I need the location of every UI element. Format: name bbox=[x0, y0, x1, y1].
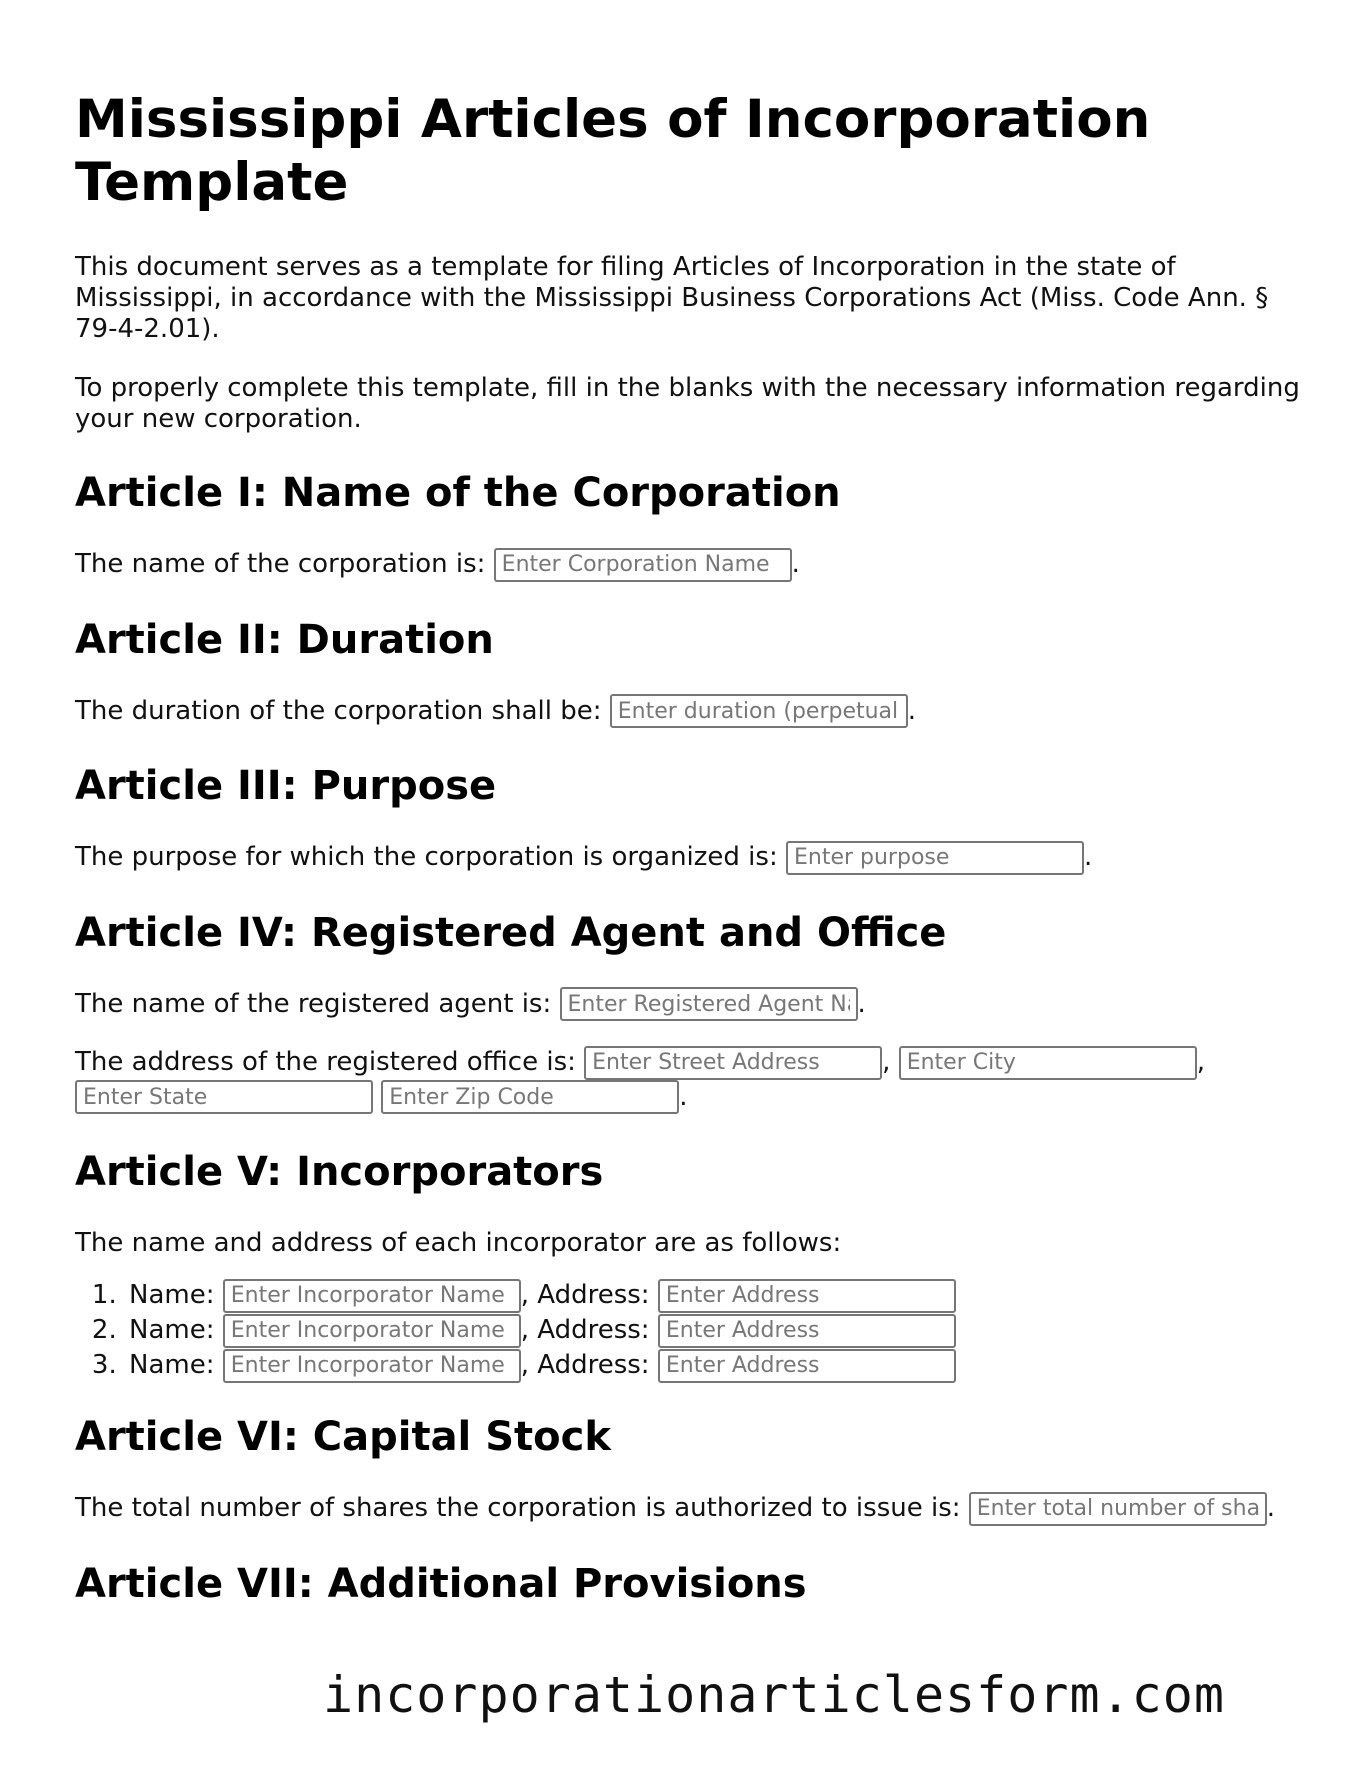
article-1-line bbox=[75, 547, 1305, 582]
incorporator-name-label: Name: bbox=[129, 1350, 215, 1380]
site-watermark: incorporationarticlesform.com bbox=[323, 1666, 1225, 1724]
article-3-heading: Article III: Purpose bbox=[75, 763, 497, 809]
article-1-label: The name of the corporation is: bbox=[75, 549, 486, 579]
list-item bbox=[125, 1278, 1305, 1313]
period: . bbox=[679, 1081, 688, 1112]
intro-paragraph-1: This document serves as a template for filing Articles of Incorporation in the state of Mississippi, in accordance with the Mississippi Business Corporations Act (Miss. Code Ann. § 79-4-2.01). bbox=[75, 252, 1269, 344]
page-title: Mississippi Articles of Incorporation Template bbox=[75, 89, 1151, 213]
article-6-heading: Article VI: Capital Stock bbox=[75, 1414, 611, 1460]
zip-code-input[interactable] bbox=[381, 1080, 679, 1114]
incorporator-3-address-input[interactable] bbox=[658, 1349, 956, 1383]
corporation-name-input[interactable] bbox=[494, 548, 792, 582]
article-5-heading: Article V: Incorporators bbox=[75, 1149, 604, 1195]
period: . bbox=[857, 988, 866, 1019]
total-shares-input[interactable] bbox=[969, 1492, 1267, 1526]
incorporators-list bbox=[75, 1278, 1305, 1383]
registered-agent-input[interactable] bbox=[560, 987, 858, 1021]
article-4-heading: Article IV: Registered Agent and Office bbox=[75, 909, 947, 956]
document-page bbox=[75, 88, 1305, 1638]
incorporator-name-label: Name: bbox=[129, 1315, 215, 1345]
article-7-heading: Article VII: Additional Provisions bbox=[75, 1560, 807, 1607]
incorporator-name-label: Name: bbox=[129, 1280, 215, 1310]
period: . bbox=[791, 549, 800, 579]
period: . bbox=[907, 695, 917, 726]
comma: , bbox=[882, 1047, 891, 1077]
incorporator-1-address-input[interactable] bbox=[658, 1279, 956, 1313]
incorporator-2-name-input[interactable] bbox=[223, 1314, 521, 1348]
article-6-label: The total number of shares the corporation is authorized to issue is: bbox=[75, 1493, 961, 1523]
state-input[interactable] bbox=[75, 1080, 373, 1114]
incorporator-address-label: , Address: bbox=[520, 1315, 650, 1345]
incorporator-address-label: , Address: bbox=[520, 1280, 650, 1310]
registered-office-label: The address of the registered office is: bbox=[75, 1047, 576, 1077]
article-3-line bbox=[75, 840, 1305, 875]
article-2-line bbox=[75, 694, 1305, 729]
city-input[interactable] bbox=[899, 1046, 1197, 1080]
comma: , bbox=[1196, 1047, 1205, 1077]
street-address-input[interactable] bbox=[584, 1046, 882, 1080]
list-item bbox=[125, 1313, 1305, 1348]
registered-office-line bbox=[75, 1045, 1305, 1114]
article-2-heading: Article II: Duration bbox=[75, 616, 494, 663]
list-item bbox=[125, 1348, 1305, 1383]
incorporator-address-label: , Address: bbox=[520, 1350, 650, 1380]
incorporator-1-name-input[interactable] bbox=[223, 1279, 521, 1313]
incorporator-3-name-input[interactable] bbox=[223, 1349, 521, 1383]
incorporators-intro: The name and address of each incorporator are as follows: bbox=[75, 1228, 842, 1258]
article-6-line bbox=[75, 1491, 1305, 1526]
incorporator-2-address-input[interactable] bbox=[658, 1314, 956, 1348]
period: . bbox=[1266, 1493, 1276, 1523]
period: . bbox=[1083, 842, 1093, 872]
article-2-label: The duration of the corporation shall be: bbox=[75, 695, 602, 726]
duration-input[interactable] bbox=[610, 694, 908, 728]
article-3-label: The purpose for which the corporation is organized is: bbox=[75, 842, 778, 872]
article-1-heading: Article I: Name of the Corporation bbox=[75, 470, 841, 516]
purpose-input[interactable] bbox=[786, 841, 1084, 875]
registered-agent-label: The name of the registered agent is: bbox=[75, 988, 552, 1019]
registered-agent-line bbox=[75, 987, 1305, 1022]
intro-paragraph-2: To properly complete this template, fill in the blanks with the necessary information regarding your new corporation. bbox=[75, 373, 1300, 434]
